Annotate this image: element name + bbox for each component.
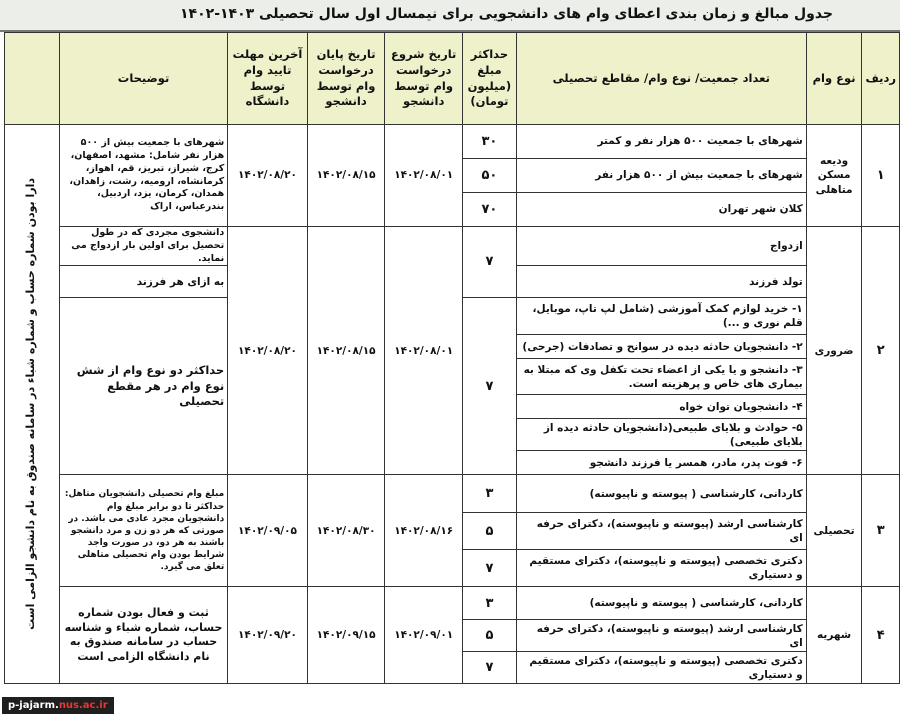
table-row [5, 125, 900, 159]
max-amount-cell: ۳۰ [462, 125, 516, 159]
loan-type-housing: ودیعه مسکن متاهلی [806, 125, 862, 227]
header-description: توضیحات [59, 33, 227, 125]
population-cell: کاردانی، کارشناسی ( پیوسته و ناپیوسته) [516, 587, 806, 620]
side-note-header [5, 33, 60, 125]
population-cell: دکتری تخصصی (پیوسته و ناپیوسته)، دکترای مستقیم و دستیاری [516, 652, 806, 684]
loan-type-education: تحصیلی [806, 475, 862, 587]
population-cell: شهرهای با جمعیت بیش از ۵۰۰ هزار نفر [516, 159, 806, 193]
table-row [5, 587, 900, 620]
description-1: شهرهای با جمعیت بیش از ۵۰۰ هزار نفر شامل: مشهد، اصفهان، کرج، شیراز، تبریز، قم، اهواز، کرمانشاه، ارومیه، رشت، زاهدان، همدان، کرمان، یزد، اردبیل، بندرعباس، اراک [59, 125, 227, 227]
side-note [5, 125, 60, 684]
description-birth: به ازای هر فرزند [59, 266, 227, 298]
population-cell: ۳- دانشجو و یا یکی از اعضاء تحت تکفل وی که مبتلا به بیماری های خاص و پرهزینه است. [516, 359, 806, 395]
start-date-2: ۱۴۰۲/۰۸/۰۱ [385, 227, 463, 475]
max-amount-cell: ۷۰ [462, 193, 516, 227]
loan-schedule-table [4, 32, 900, 684]
deadline-4: ۱۴۰۲/۰۹/۲۰ [228, 587, 308, 684]
population-cell: دکتری تخصصی (پیوسته و ناپیوسته)، دکترای مستقیم و دستیاری [516, 550, 806, 587]
row-number-2: ۲ [862, 227, 900, 475]
population-cell: کاردانی، کارشناسی ( پیوسته و ناپیوسته) [516, 475, 806, 513]
watermark-prefix: p-jajarm. [8, 700, 59, 711]
row-number-3: ۳ [862, 475, 900, 587]
table-row [5, 475, 900, 513]
row-number-1: ۱ [862, 125, 900, 227]
row-number-4: ۴ [862, 587, 900, 684]
population-cell: تولد فرزند [516, 266, 806, 298]
max-amount-cell: ۵ [462, 620, 516, 652]
population-cell: کلان شهر تهران [516, 193, 806, 227]
table-row [5, 227, 900, 266]
header-row [5, 33, 900, 125]
max-amount-cell: ۷ [462, 298, 516, 475]
max-amount-cell: ۳ [462, 475, 516, 513]
side-note-text: دارا بودن شماره حساب و شماره شباء در سامانه صندوق به نام دانشجو الزامی است [24, 178, 38, 631]
description-marriage: دانشجوی مجردی که در طول تحصیل برای اولین بار ازدواج می نماید. [59, 227, 227, 266]
header-population: تعداد جمعیت/ نوع وام/ مقاطع تحصیلی [516, 33, 806, 125]
max-amount-cell: ۵۰ [462, 159, 516, 193]
max-amount-cell: ۳ [462, 587, 516, 620]
deadline-3: ۱۴۰۲/۰۹/۰۵ [228, 475, 308, 587]
description-4: ثبت و فعال بودن شماره حساب، شماره شباء و شناسه حساب در سامانه صندوق به نام دانشگاه الزامی است [59, 587, 227, 684]
header-max-amount: حداکثر مبلغ (میلیون تومان) [462, 33, 516, 125]
description-3: مبلغ وام تحصیلی دانشجویان متاهل: حداکثر تا دو برابر مبلغ وام دانشجویان مجرد عادی می باشد. در صورتی که هر دو زن و مرد دانشجو باشند به هر دو، در صورت واجد شرایط بودن وام تحصیلی متاهلی تعلق می گیرد. [59, 475, 227, 587]
header-loan-type: نوع وام [806, 33, 862, 125]
deadline-2: ۱۴۰۲/۰۸/۲۰ [228, 227, 308, 475]
max-amount-cell: ۵ [462, 513, 516, 550]
header-start-date: تاریخ شروع درخواست وام توسط دانشجو [385, 33, 463, 125]
header-deadline: آخرین مهلت تایید وام توسط دانشگاه [228, 33, 308, 125]
site-watermark [2, 697, 114, 714]
population-cell: ۵- حوادث و بلایای طبیعی(دانشجویان حادثه دیده از بلایای طبیعی) [516, 419, 806, 451]
population-cell: ۲- دانشجویان حادثه دیده در سوانح و تصادفات (جرحی) [516, 335, 806, 359]
description-list: حداکثر دو نوع وام از شش نوع وام در هر مقطع تحصیلی [59, 298, 227, 475]
table-title: جدول مبالغ و زمان بندی اعطای وام های دانشجویی برای نیمسال اول سال تحصیلی ۱۴۰۳-۱۴۰۲ [180, 6, 834, 22]
table-title-bar [0, 0, 900, 32]
max-amount-cell: ۷ [462, 227, 516, 298]
end-date-1: ۱۴۰۲/۰۸/۱۵ [307, 125, 385, 227]
population-cell: ازدواج [516, 227, 806, 266]
end-date-4: ۱۴۰۲/۰۹/۱۵ [307, 587, 385, 684]
start-date-3: ۱۴۰۲/۰۸/۱۶ [385, 475, 463, 587]
end-date-3: ۱۴۰۲/۰۸/۳۰ [307, 475, 385, 587]
end-date-2: ۱۴۰۲/۰۸/۱۵ [307, 227, 385, 475]
header-row-number: ردیف [862, 33, 900, 125]
max-amount-cell: ۷ [462, 550, 516, 587]
population-cell: ۶- فوت پدر، مادر، همسر یا فرزند دانشجو [516, 451, 806, 475]
population-cell: شهرهای با جمعیت ۵۰۰ هزار نفر و کمتر [516, 125, 806, 159]
start-date-4: ۱۴۰۲/۰۹/۰۱ [385, 587, 463, 684]
population-cell: ۱- خرید لوازم کمک آموزشی (شامل لپ تاپ، موبایل، قلم نوری و ...) [516, 298, 806, 335]
watermark-domain: nus.ac.ir [58, 700, 108, 711]
loan-type-tuition: شهریه [806, 587, 862, 684]
population-cell: ۴- دانشجویان توان خواه [516, 395, 806, 419]
header-end-date: تاریخ پایان درخواست وام توسط دانشجو [307, 33, 385, 125]
max-amount-cell: ۷ [462, 652, 516, 684]
deadline-1: ۱۴۰۲/۰۸/۲۰ [228, 125, 308, 227]
population-cell: کارشناسی ارشد (پیوسته و ناپیوسته)، دکترای حرفه ای [516, 620, 806, 652]
population-cell: کارشناسی ارشد (پیوسته و ناپیوسته)، دکترای حرفه ای [516, 513, 806, 550]
start-date-1: ۱۴۰۲/۰۸/۰۱ [385, 125, 463, 227]
loan-type-essential: ضروری [806, 227, 862, 475]
